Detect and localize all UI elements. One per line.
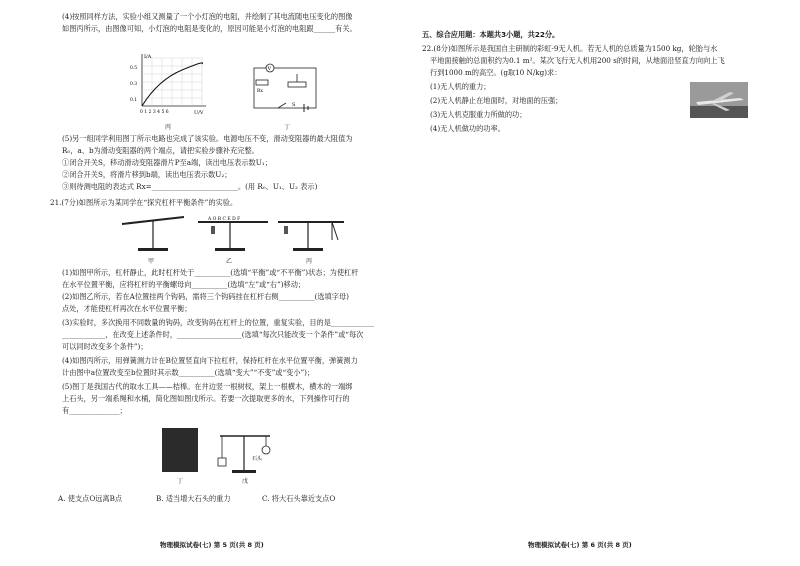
left-footer: 物理模拟试卷(七) 第 5 页(共 8 页) <box>160 541 264 549</box>
q21-line-1: (1)如图甲所示，杠杆静止，此时杠杆处于__________(选填“平衡”或“不平衡”)状态；为使杠杆 <box>62 268 359 277</box>
q21-line-2: 在水平位置平衡，应将杠杆的平衡螺母向__________(选填“左”或“右”)移动； <box>62 280 306 289</box>
q21-line-3: (2)如图乙所示，若在A位置挂两个钩码，需将三个钩码挂在杠杆右侧__________(选填字母) <box>62 292 349 301</box>
q21-line-12: 有______________； <box>62 406 127 415</box>
q22-line-2: 平地面接触的总面积约为0.1 m²。某次飞行无人机用200 s的时间，从地面沿竖直方向向上飞 <box>430 56 725 65</box>
q21-line-4: 点处，才能使杠杆再次在水平位置平衡； <box>62 304 192 313</box>
lever-caption-yi: 乙 <box>226 258 233 265</box>
q4-line-2: 如图丙所示，由图像可知，小灯泡的电阻是变化的，原因可能是小灯泡的电阻跟______有关。 <box>62 24 357 33</box>
drone-photo <box>690 82 748 118</box>
circuit-diagram <box>248 56 322 116</box>
lever-figures <box>118 212 348 254</box>
circuit-caption: 丁 <box>284 124 291 131</box>
option-c: C. 将大石头靠近支点O <box>262 494 336 503</box>
option-a: A. 使支点O远离B点 <box>58 494 123 503</box>
q22-line-1: 22.(8分)如图所示是我国自主研制的彩虹-9无人机。若无人机的总质量为1500 kg，轮胎与水 <box>422 44 718 53</box>
q21-line-8: (4)如图丙所示，用弹簧测力计在B位置竖直向下拉杠杆，保持杠杆在水平位置平衡，弹簧测力 <box>62 356 358 365</box>
graph-caption: 丙 <box>165 124 172 131</box>
current-voltage-graph <box>128 50 210 122</box>
q22-line-7: (4)无人机做功的功率。 <box>430 124 505 133</box>
q5-line-5: ③则待测电阻的表达式 Rx=________________________。(用 R₀、U₁、U₂ 表示) <box>62 182 318 191</box>
switch-label: S <box>292 102 296 108</box>
q21-line-5: (3)实验时，多次换用不同数量的钩码，改变钩码在杠杆上的位置，重复实验，目的是____________ <box>62 318 375 327</box>
q5-line-2: R₀，a、b为滑动变阻器的两个端点，请把实验步骤补充完整。 <box>62 146 259 155</box>
q21-line-10: (5)图丁是我国古代的取水工具——桔槔。在井边竖一根树杈，架上一根横木，横木的一端绑 <box>62 382 353 391</box>
graph-ylabel: I/A <box>144 54 152 60</box>
graph-xlabel: U/V <box>194 110 204 116</box>
option-b: B. 适当增大石头的重力 <box>156 494 231 503</box>
q21-line-7: 可以同时改变多个条件”)； <box>62 342 148 351</box>
q5-line-3: ①闭合开关S，移动滑动变阻器滑片P至a端，读出电压表示数U₁； <box>62 158 272 167</box>
lever-caption-jia: 甲 <box>148 258 155 265</box>
q21-line-11: 上石头，另一端系绳和水桶，简化图如图戊所示。若要一次提取更多的水，下列操作可行的 <box>62 394 350 403</box>
q22-line-3: 行到1000 m的高空。(g取10 N/kg)求： <box>430 68 562 77</box>
photo-caption: 丁 <box>177 478 184 485</box>
graph-ytick: 0.1 <box>130 98 138 103</box>
lever-letters: A O B C E D F <box>208 217 241 222</box>
voltmeter-label: V <box>267 66 272 72</box>
graph-xticks: 0 1 2 3 4 5 6 <box>140 110 169 115</box>
q21-line-6: ____________，在改变上述条件时，__________________(选填“每次只能改变一个条件”或“每次 <box>62 330 364 339</box>
well-sweep-photo <box>162 428 198 472</box>
graph-ytick: 0.5 <box>130 66 138 71</box>
q22-line-4: (1)无人机的重力； <box>430 82 491 91</box>
right-page <box>400 0 800 566</box>
section-title: 五、综合应用题：本题共3小题，共22分。 <box>422 30 560 39</box>
q21-line-9: 计由图中a位置改变至b位置时其示数__________(选填“变大”“不变”或“变小”)； <box>62 368 315 377</box>
q5-line-4: ②闭合开关S，将滑片移到b端，读出电压表示数U₂； <box>62 170 232 179</box>
stone-label: 石头 <box>252 456 263 462</box>
well-sweep-diagram <box>214 430 274 474</box>
q22-line-5: (2)无人机静止在地面时，对地面的压强； <box>430 96 563 105</box>
q4-line-1: (4)按照同样方法，实验小组又测量了一个小灯泡的电阻，并绘制了其电流随电压变化的图像 <box>62 12 353 21</box>
rx-label: Rx <box>257 89 263 94</box>
q22-line-6: (3)无人机克服重力所做的功； <box>430 110 527 119</box>
q21-title: 21.(7分)如图所示为某同学在“探究杠杆平衡条件”的实验。 <box>50 198 238 207</box>
q5-line-1: (5)另一组同学利用图丁所示电路也完成了该实验。电源电压不变，滑动变阻器的最大阻值为 <box>62 134 353 143</box>
lever-caption-bing: 丙 <box>306 258 313 265</box>
diagram-caption: 戊 <box>242 478 249 485</box>
right-footer: 物理模拟试卷(七) 第 6 页(共 8 页) <box>528 541 632 549</box>
graph-ytick: 0.3 <box>130 82 138 87</box>
